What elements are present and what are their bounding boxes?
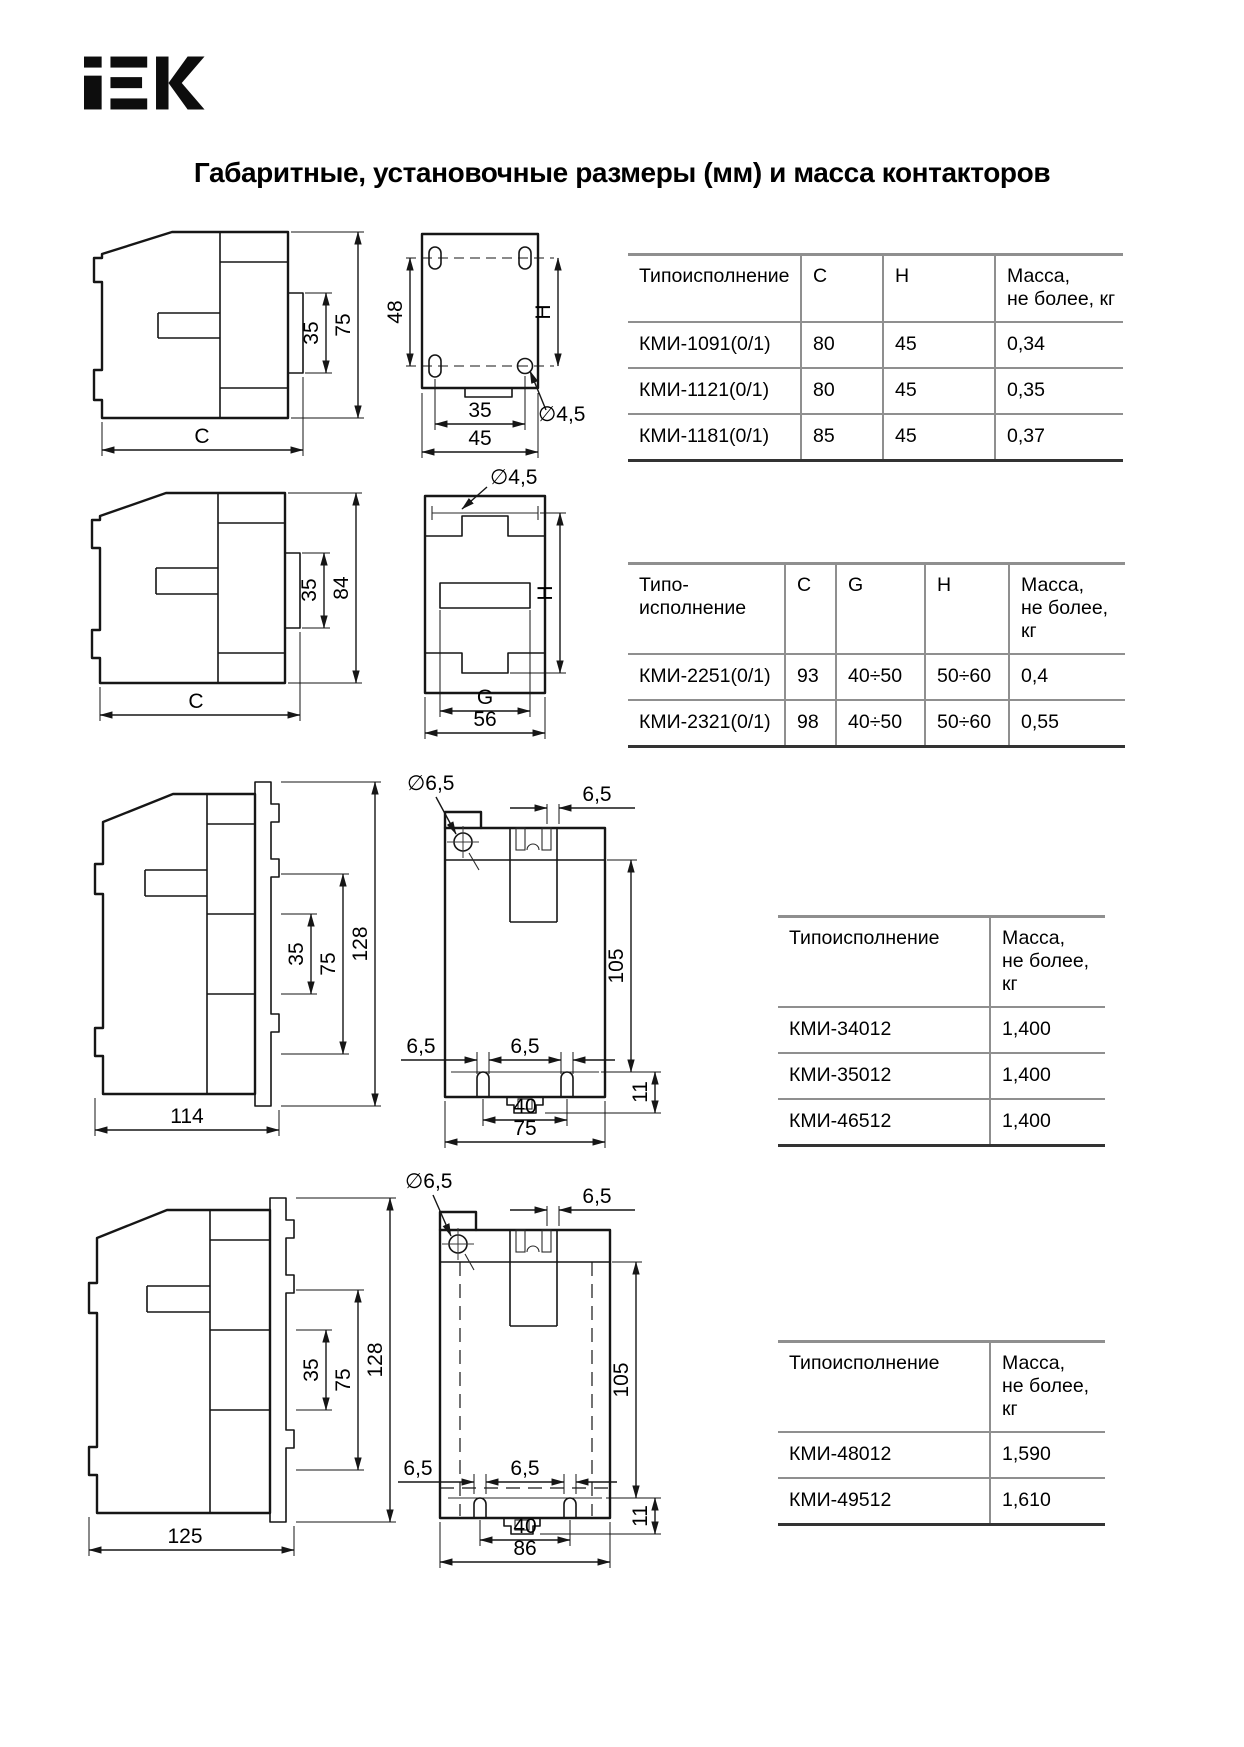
page-title: Габаритные, установочные размеры (мм) и масса контакторов [193,157,1051,188]
drawing-kmi1-views [70,218,590,473]
cell-mass: 0,35 [995,368,1123,414]
cell-h: 45 [883,414,995,461]
header-row [628,564,1125,655]
cell-h: 50÷60 [925,654,1009,700]
cell-c: 98 [785,700,836,747]
dim-label-top65: 6,5 [582,1185,612,1208]
dim-label-slot-r: 6,5 [510,1035,540,1058]
table-row [778,1432,1105,1478]
dim-label-75: 75 [317,952,340,976]
cell-mass: 1,400 [990,1053,1105,1099]
col-header-c: C [801,255,883,323]
cell-g: 40÷50 [836,700,925,747]
cell-type: КМИ-46512 [789,1110,892,1132]
dim-label-84: 84 [330,576,353,600]
cell-h: 45 [883,322,995,368]
dim-label-hole: ∅4,5 [490,468,538,489]
dim-label-35: 35 [300,321,323,345]
dim-label-128: 128 [349,926,372,962]
contactor-front-view [445,812,605,1113]
dim-label-75: 75 [332,313,355,337]
table-kmi-3xxx [778,915,1105,1147]
side-view-dimensions [100,493,362,721]
dim-label-slot-r: 6,5 [510,1457,540,1480]
dim-label-top65: 6,5 [582,783,612,806]
side-view-dimensions [89,1198,396,1556]
side-view-dimensions [95,782,381,1136]
table-row [628,368,1123,414]
table-row [628,322,1123,368]
dim-label-c: C [194,425,210,448]
contactor-side-view [95,782,279,1106]
dim-label-g: G [476,686,494,709]
drawing-kmi3-views [55,762,705,1150]
col-header-type: Типо- исполнение [628,564,785,655]
cell-type: КМИ-1091(0/1) [628,322,801,368]
iek-logo [84,46,206,120]
dim-label-hole: ∅6,5 [405,1170,453,1193]
cell-h: 50÷60 [925,700,1009,747]
table-kmi-2xxx [628,562,1125,748]
cell-type: КМИ-2251(0/1) [628,654,785,700]
cell-c: 80 [801,322,883,368]
cell-mass: 0,37 [995,414,1123,461]
contactor-side-view [89,1198,294,1522]
table-row [778,1099,1105,1146]
col-header-mass: Масса, не более, кг [1009,564,1125,655]
cell-c: 85 [801,414,883,461]
dim-label-45: 45 [468,427,492,450]
cell-type: КМИ-34012 [778,1007,990,1053]
header-row [628,255,1123,323]
dim-label-h: H [534,585,557,601]
col-header-g: G [836,564,925,655]
col-header-type: Типоисполнение [778,1342,990,1433]
col-header-mass: Масса, не более, кг [990,1342,1105,1433]
cell-g: 40÷50 [836,654,925,700]
drawing-kmi2-views [70,468,590,740]
table-kmi-4xxx [778,1340,1105,1526]
table-row [778,1007,1105,1053]
cell-type: КМИ-49512 [789,1489,892,1511]
dim-label-hole: ∅6,5 [407,772,455,795]
dim-label-128: 128 [364,1342,387,1378]
table-row [778,1053,1105,1099]
dim-label-125: 125 [167,1525,203,1548]
side-view-dimensions [102,232,364,456]
cell-mass: 1,610 [990,1478,1105,1525]
dim-label-86: 86 [513,1537,537,1560]
dim-label-48: 48 [384,300,407,324]
cell-type: КМИ-48012 [778,1432,990,1478]
dim-label-75: 75 [332,1368,355,1392]
col-header-mass: Масса, не более, кг [995,255,1123,323]
dim-label-35b: 35 [468,399,492,422]
table-row [628,414,1123,461]
dim-label-105: 105 [610,1362,633,1398]
iek-logo-glyphs [84,57,205,110]
cell-c: 80 [801,368,883,414]
dim-label-40: 40 [513,1095,537,1118]
col-header-type: Типоисполнение [628,255,801,323]
dim-label-105: 105 [605,948,628,984]
col-header-c: C [785,564,836,655]
contactor-side-view [92,493,300,683]
dim-label-40: 40 [513,1515,537,1538]
dim-label-35: 35 [300,1358,323,1382]
dim-label-11: 11 [629,1505,652,1527]
dim-label-56: 56 [473,708,497,731]
cell-type: КМИ-35012 [778,1053,990,1099]
contactor-side-view [94,232,303,418]
cell-type: КМИ-1121(0/1) [628,368,801,414]
dim-label-114: 114 [170,1105,204,1128]
col-header-mass: Масса, не более, кг [990,917,1105,1008]
dim-label-h: H [532,304,555,320]
header-row [778,917,1105,1008]
dim-label-75b: 75 [513,1117,537,1140]
table-row [628,700,1125,747]
dim-label-hole: ∅4,5 [538,403,586,426]
cell-mass: 0,55 [1009,700,1125,747]
cell-type: КМИ-1181(0/1) [639,425,770,447]
dim-label-slot-l: 6,5 [406,1035,436,1058]
cell-mass: 1,400 [990,1007,1105,1053]
drawing-kmi4-views [55,1158,705,1598]
col-header-type: Типоисполнение [778,917,990,1008]
dim-label-slot-l: 6,5 [403,1457,433,1480]
cell-type: КМИ-2321(0/1) [639,711,771,733]
contactor-front-view [425,496,545,693]
contactor-front-view [440,1212,610,1534]
mounting-plate-dimensions [384,258,586,458]
dim-label-c: C [188,690,204,713]
cell-c: 93 [785,654,836,700]
header-row [778,1342,1105,1433]
table-row [628,654,1125,700]
table-kmi-1xxx [628,253,1123,462]
dim-label-35: 35 [285,942,308,966]
col-header-h: H [883,255,995,323]
cell-h: 45 [883,368,995,414]
dim-label-35: 35 [298,578,321,602]
cell-mass: 1,590 [990,1432,1105,1478]
cell-mass: 1,400 [990,1099,1105,1146]
table-row [778,1478,1105,1525]
cell-mass: 0,4 [1009,654,1125,700]
col-header-h: H [925,564,1009,655]
cell-mass: 0,34 [995,322,1123,368]
dim-label-11: 11 [629,1081,652,1103]
